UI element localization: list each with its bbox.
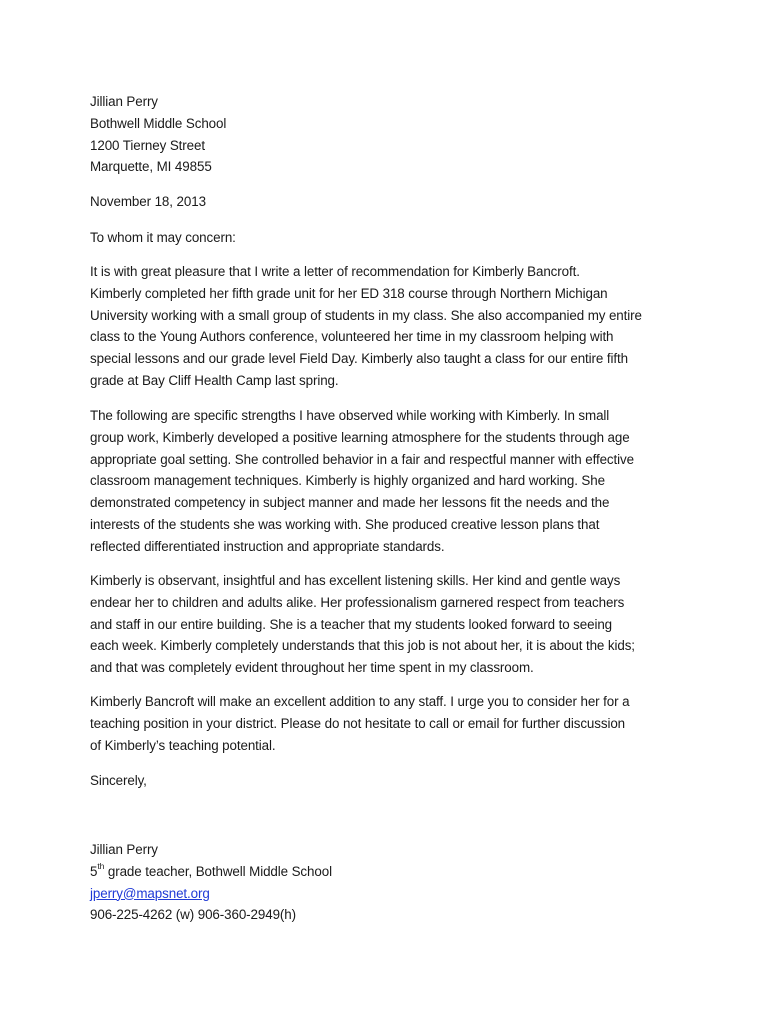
paragraph-line: The following are specific strengths I have observed while working with Kimberly. In small [90,408,610,423]
paragraph-line: Kimberly Bancroft will make an excellent addition to any staff. I urge you to consider her for a [90,694,630,709]
sender-address [90,91,690,178]
paragraph-line: each week. Kimberly completely understands that this job is not about her, it is about the kids; [90,638,635,654]
signature-block [90,839,690,926]
paragraph-line: It is with great pleasure that I write a letter of recommendation for Kimberly Bancroft. [90,264,580,279]
paragraph-line: group work, Kimberly developed a positive learning atmosphere for the students through age [90,429,630,445]
paragraph-line: of Kimberly’s teaching potential. [90,737,276,753]
paragraph-line: University working with a small group of students in my class. She also accompanied my entire [90,307,642,323]
paragraph-line: Kimberly is observant, insightful and has excellent listening skills. Her kind and gentle ways [90,573,621,588]
grade-number: 5 [90,863,98,879]
paragraph-line: demonstrated competency in subject manner and made her lessons fit the needs and the [90,495,610,511]
paragraph-line: endear her to children and adults alike. Her professionalism garnered respect from teachers [90,594,625,610]
paragraph-line: teaching position in your district. Please do not hesitate to call or email for further discussion [90,715,626,731]
phone-numbers: 906-225-4262 (w) 906-360-2949(h) [90,907,296,923]
paragraph-line: appropriate goal setting. She controlled behavior in a fair and respectful manner with effective [90,451,634,467]
paragraph-line: and staff in our entire building. She is a teacher that my students looked forward to seeing [90,616,613,632]
salutation: To whom it may concern: [90,230,236,245]
paragraph-line: grade at Bay Cliff Health Camp last spring. [90,372,339,388]
paragraph-line: Kimberly completed her fifth grade unit for her ED 318 course through Northern Michigan [90,285,608,301]
sender-school: Bothwell Middle School [90,115,227,131]
grade-suffix: th [97,861,105,872]
paragraph-line: and that was completely evident throughout her time spent in my classroom. [90,660,534,676]
paragraph-line: class to the Young Authors conference, volunteered her time in my classroom helping with [90,329,614,345]
sender-name: Jillian Perry [90,94,158,109]
signature-name: Jillian Perry [90,842,158,857]
signature-title [90,861,690,883]
paragraph-line: reflected differentiated instruction and appropriate standards. [90,538,445,554]
letter-date: November 18, 2013 [90,194,206,209]
closing: Sincerely, [90,773,147,788]
email-line [90,883,690,905]
paragraph-3 [90,570,690,679]
title-text: grade teacher, Bothwell Middle School [104,863,332,879]
paragraph-line: interests of the students she was working with. She produced creative lesson plans that [90,516,600,532]
paragraph-4 [90,691,690,756]
sender-street: 1200 Tierney Street [90,137,205,153]
paragraph-1 [90,261,690,392]
email-link[interactable]: jperry@mapsnet.org [90,885,210,901]
paragraph-line: special lessons and our grade level Field Day. Kimberly also taught a class for our entire fifth [90,351,628,367]
sender-city: Marquette, MI 49855 [90,159,212,175]
paragraph-line: classroom management techniques. Kimberly is highly organized and hard working. She [90,473,605,489]
paragraph-2 [90,405,690,558]
